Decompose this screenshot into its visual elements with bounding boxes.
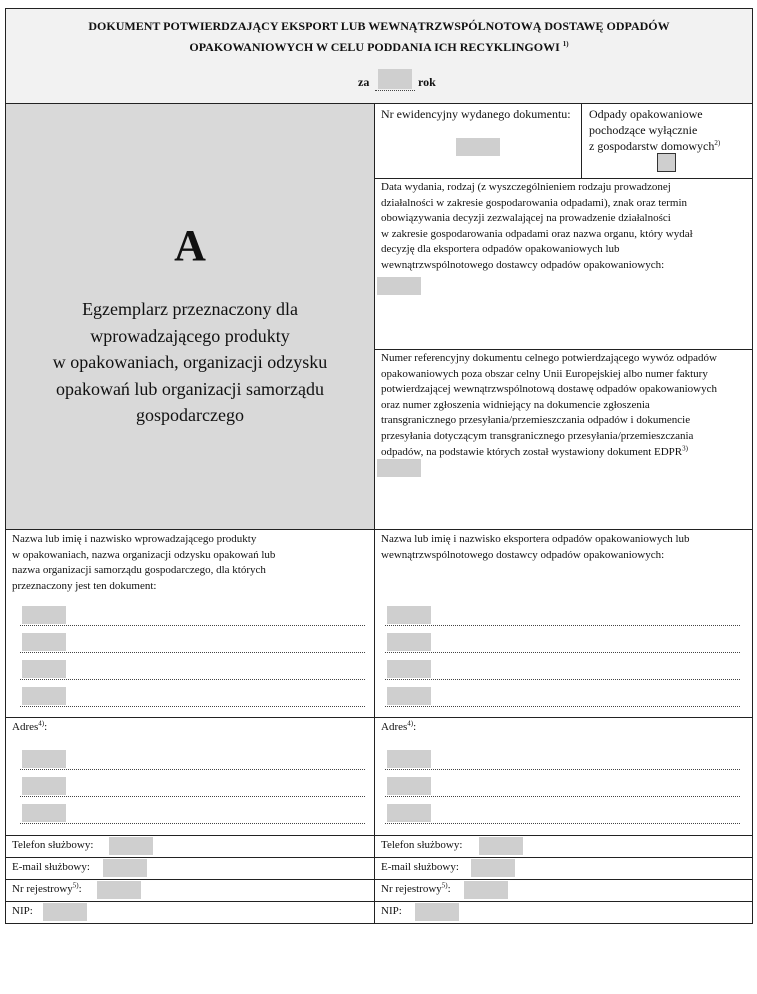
reference-line: oraz numer zgłoszenia widniejący na dokumencie zgłoszenia [381,398,650,411]
right-party-line: Nazwa lub imię i nazwisko eksportera odpadów opakowaniowych lub [381,533,690,545]
permit-line: wewnątrzwspólnotowego dostawcy odpadów opakowaniowych: [381,258,665,271]
right-phone-label: Telefon służbowy: [381,839,463,851]
household-label [589,106,749,154]
permit-label [381,180,749,274]
reference-line: potwierdzającej wewnątrzwspólnotową dostawę odpadów opakowaniowych [381,383,718,396]
right-address-input[interactable] [387,777,431,795]
divider [5,835,753,836]
divider [5,879,753,880]
left-party-line: przeznaczony jest ten dokument: [12,579,157,592]
divider [581,103,582,178]
reference-line: Numer referencyjny dokumentu celnego potwierdzającego wywóz odpadów [381,352,717,364]
permit-line: Data wydania, rodzaj (z wyszczególnieniem rodzaju prowadzonej [381,181,671,193]
divider [5,901,753,902]
left-phone-label: Telefon służbowy: [12,839,94,851]
household-line: z gospodarstw domowych$^{2)}$ [589,139,721,153]
reference-line: przesyłania dotyczącym transgranicznego przesyłania/przemieszczania [381,429,694,442]
household-checkbox[interactable] [657,153,676,172]
right-name-underline [385,679,740,681]
right-address-input[interactable] [387,750,431,768]
left-name-input[interactable] [22,687,66,705]
left-nip-input[interactable] [43,903,87,921]
year-prefix: za [358,75,370,89]
left-party-label [12,532,372,594]
left-address-underline [20,796,365,798]
permit-line: w zakresie gospodarowania odpadami oraz nazwa organu, który wydał [381,227,693,240]
left-email-label: E-mail służbowy: [12,861,90,873]
household-line: Odpady opakowaniowe [589,107,703,121]
household-line: pochodzące wyłącznie [589,123,698,137]
right-email-input[interactable] [471,859,515,877]
right-reg-input[interactable] [464,881,508,899]
left-address-underline [20,769,365,771]
right-name-input[interactable] [387,687,431,705]
copy-description [6,296,374,429]
left-party-line: w opakowaniach, nazwa organizacji odzysku opakowań lub [12,548,276,561]
right-address-underline [385,769,740,771]
left-phone-input[interactable] [109,837,153,855]
year-underline [375,90,415,92]
left-nip-label: NIP: [12,905,33,917]
divider [5,103,753,104]
right-nip-label: NIP: [381,905,402,917]
right-name-underline [385,625,740,627]
left-name-underline [20,652,365,654]
left-address-input[interactable] [22,750,66,768]
right-name-underline [385,706,740,708]
reference-label [381,351,751,460]
permit-line: działalności w zakresie gospodarowania odpadami), znak oraz termin [381,196,688,209]
reference-line: opakowaniowych poza obszar celny Unii Europejskiej albo numer faktury [381,367,708,380]
divider [374,349,753,350]
doc-number-input[interactable] [456,138,500,156]
title-line-1: DOKUMENT POTWIERDZAJĄCY EKSPORT LUB WEWNĄTRZWSPÓLNOTOWĄ DOSTAWĘ ODPADÓW [88,19,670,33]
doc-number-label: Nr ewidencyjny wydanego dokumentu: [381,107,571,121]
right-name-underline [385,652,740,654]
copy-description-line: wprowadzającego produkty [90,325,290,346]
divider [5,529,753,530]
right-address-input[interactable] [387,804,431,822]
right-phone-input[interactable] [479,837,523,855]
title-line-2: OPAKOWANIOWYCH W CELU PODDANIA ICH RECYKLINGOWI $^{1)}$ [189,40,569,54]
left-name-input[interactable] [22,633,66,651]
right-name-input[interactable] [387,633,431,651]
left-address-input[interactable] [22,804,66,822]
right-email-label: E-mail służbowy: [381,861,459,873]
left-address-label: Adres$^{4)}$: [12,719,48,733]
year-suffix: rok [418,75,436,89]
right-address-label: Adres$^{4)}$: [381,719,417,733]
left-name-underline [20,625,365,627]
copy-description-line: Egzemplarz przeznaczony dla [82,299,298,319]
right-party-line: wewnątrzwspólnotowego dostawcy odpadów opakowaniowych: [381,548,665,561]
right-nip-input[interactable] [415,903,459,921]
left-name-underline [20,679,365,681]
left-email-input[interactable] [103,859,147,877]
permit-line: decyzję dla eksportera odpadów opakowaniowych lub [381,243,620,256]
divider [5,717,753,718]
left-reg-input[interactable] [97,881,141,899]
left-party-line: nazwa organizacji samorządu gospodarczego, dla których [12,564,266,577]
document-title [6,16,752,58]
reference-input[interactable] [377,459,421,477]
divider [374,178,753,179]
year-input[interactable] [378,69,412,89]
left-name-input[interactable] [22,606,66,624]
reference-line: transgranicznego przesyłania/przemieszczania odpadów i dokumencie [381,414,691,427]
left-name-input[interactable] [22,660,66,678]
right-address-underline [385,823,740,825]
copy-description-line: w opakowaniach, organizacji odzysku [52,352,328,372]
left-reg-label: Nr rejestrowy$^{5)}$: [12,881,82,895]
copy-description-line: gospodarczego [136,405,244,425]
left-address-underline [20,823,365,825]
divider [5,857,753,858]
right-address-underline [385,796,740,798]
left-name-underline [20,706,365,708]
copy-description-line: opakowań lub organizacji samorządu [55,378,325,399]
right-reg-label: Nr rejestrowy$^{5)}$: [381,881,451,895]
reference-line: odpadów, na podstawie których został wystawiony dokument EDPR$^{3)}$ [381,443,688,458]
permit-line: obowiązywania decyzji zezwalającej na prowadzenie działalności [381,212,671,225]
divider [374,103,375,924]
permit-input[interactable] [377,277,421,295]
right-name-input[interactable] [387,660,431,678]
left-party-line: Nazwa lub imię i nazwisko wprowadzającego produkty [12,533,257,545]
right-party-label [381,532,749,563]
right-name-input[interactable] [387,606,431,624]
left-address-input[interactable] [22,777,66,795]
copy-letter: A [174,221,206,270]
